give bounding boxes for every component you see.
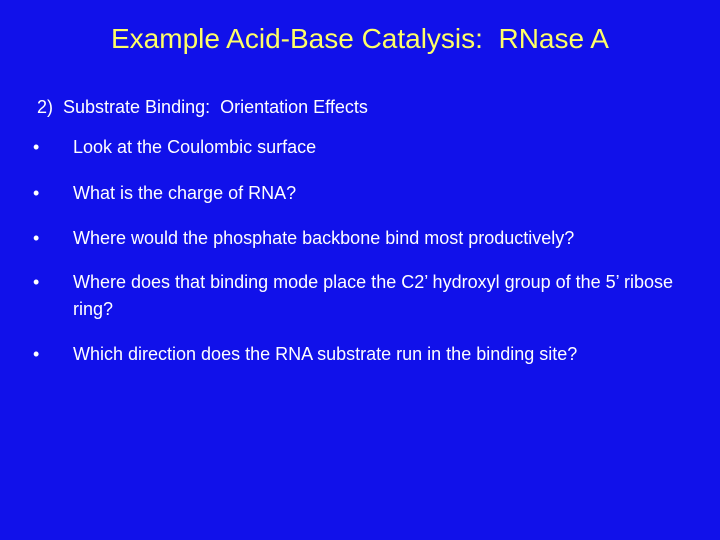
bullet-marker: • [33,344,40,364]
bullet-item [0,180,720,207]
bullet-text: Which direction does the RNA substrate run in the binding site? [73,344,578,364]
slide-title: Example Acid-Base Catalysis: RNase A [111,23,609,54]
bullet-text: Look at the Coulombic surface [73,137,317,157]
bullet-text: Where does that binding mode place the C2’ hydroxyl group of the 5’ ribose ring? [73,272,674,319]
bullet-marker: • [33,272,40,292]
bullet-text: What is the charge of RNA? [73,183,297,203]
bullet-item [0,134,720,161]
bullet-text: Where would the phosphate backbone bind most productively? [73,228,575,248]
bullet-item [0,225,720,252]
bullet-marker: • [33,137,40,157]
bullet-marker: • [33,183,40,203]
bullet-marker: • [33,228,40,248]
section-heading: 2) Substrate Binding: Orientation Effects [37,97,368,117]
bullet-item [0,341,720,368]
bullet-list [0,134,720,387]
bullet-item [0,269,720,323]
